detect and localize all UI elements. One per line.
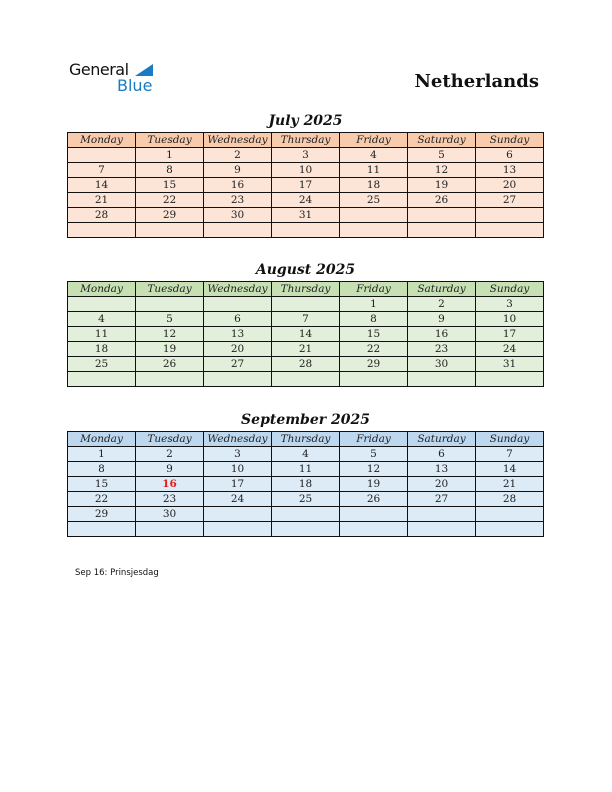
day-cell: 5 (408, 148, 476, 163)
empty-cell (476, 223, 544, 238)
day-cell: 3 (476, 297, 544, 312)
day-cell: 22 (340, 342, 408, 357)
empty-cell (408, 507, 476, 522)
day-cell: 21 (272, 342, 340, 357)
weekday-header: Wednesday (204, 282, 272, 297)
day-cell: 17 (272, 178, 340, 193)
logo-general-text: General (69, 60, 129, 79)
weekday-header: Tuesday (136, 432, 204, 447)
month-july (67, 112, 544, 238)
day-cell: 25 (272, 492, 340, 507)
day-cell: 13 (408, 462, 476, 477)
day-cell: 30 (204, 208, 272, 223)
day-cell: 15 (136, 178, 204, 193)
day-cell: 1 (68, 447, 136, 462)
day-cell: 30 (408, 357, 476, 372)
empty-cell (408, 208, 476, 223)
day-cell: 21 (476, 477, 544, 492)
day-cell: 18 (340, 178, 408, 193)
month-september (67, 411, 544, 537)
weekday-header: Friday (340, 282, 408, 297)
day-cell: 5 (136, 312, 204, 327)
empty-cell (408, 223, 476, 238)
week-row (68, 342, 544, 357)
day-cell: 27 (408, 492, 476, 507)
empty-cell (68, 148, 136, 163)
empty-cell (136, 522, 204, 537)
day-cell: 10 (204, 462, 272, 477)
day-cell: 11 (68, 327, 136, 342)
day-cell: 14 (68, 178, 136, 193)
day-cell: 1 (136, 148, 204, 163)
day-cell: 23 (136, 492, 204, 507)
day-cell: 25 (68, 357, 136, 372)
week-row (68, 312, 544, 327)
day-cell: 20 (204, 342, 272, 357)
week-row (68, 522, 544, 537)
day-cell: 26 (408, 193, 476, 208)
day-cell: 19 (136, 342, 204, 357)
day-cell: 7 (476, 447, 544, 462)
weekday-header: Sunday (476, 432, 544, 447)
empty-cell (272, 297, 340, 312)
week-row (68, 477, 544, 492)
weekday-header: Sunday (476, 282, 544, 297)
day-cell: 26 (136, 357, 204, 372)
day-cell: 27 (476, 193, 544, 208)
day-cell: 18 (68, 342, 136, 357)
day-cell: 15 (340, 327, 408, 342)
weekday-header: Monday (68, 133, 136, 148)
day-cell: 8 (340, 312, 408, 327)
week-row (68, 357, 544, 372)
month-grid (67, 281, 544, 387)
day-cell: 11 (272, 462, 340, 477)
empty-cell (272, 372, 340, 387)
day-cell: 20 (408, 477, 476, 492)
weekday-header: Monday (68, 432, 136, 447)
day-cell: 28 (68, 208, 136, 223)
weekday-header: Saturday (408, 133, 476, 148)
empty-cell (272, 223, 340, 238)
day-cell: 29 (340, 357, 408, 372)
country-title: Netherlands (414, 71, 539, 92)
weekday-header: Saturday (408, 282, 476, 297)
day-cell: 22 (136, 193, 204, 208)
weekday-header: Thursday (272, 133, 340, 148)
empty-cell (476, 372, 544, 387)
holiday-note: Sep 16: Prinsjesdag (75, 568, 159, 578)
day-cell: 13 (476, 163, 544, 178)
day-cell: 23 (204, 193, 272, 208)
day-cell: 4 (272, 447, 340, 462)
week-row (68, 462, 544, 477)
day-cell: 12 (340, 462, 408, 477)
month-grid (67, 431, 544, 537)
day-cell: 2 (204, 148, 272, 163)
empty-cell (340, 507, 408, 522)
month-title: July 2025 (268, 113, 343, 129)
day-cell: 5 (340, 447, 408, 462)
weekday-header: Friday (340, 432, 408, 447)
day-cell: 4 (340, 148, 408, 163)
day-cell: 18 (272, 477, 340, 492)
empty-cell (204, 507, 272, 522)
week-row (68, 223, 544, 238)
day-cell: 29 (68, 507, 136, 522)
week-row (68, 297, 544, 312)
weekday-header: Tuesday (136, 282, 204, 297)
day-cell: 6 (204, 312, 272, 327)
empty-cell (340, 208, 408, 223)
day-cell: 21 (68, 193, 136, 208)
weekday-header: Tuesday (136, 133, 204, 148)
day-cell: 15 (68, 477, 136, 492)
day-cell: 30 (136, 507, 204, 522)
weekday-header: Monday (68, 282, 136, 297)
month-august (67, 261, 544, 387)
day-cell: 14 (272, 327, 340, 342)
day-cell: 16 (204, 178, 272, 193)
week-row (68, 208, 544, 223)
day-cell: 24 (272, 193, 340, 208)
day-cell: 9 (408, 312, 476, 327)
empty-cell (68, 223, 136, 238)
day-cell: 25 (340, 193, 408, 208)
week-row (68, 492, 544, 507)
week-row (68, 507, 544, 522)
empty-cell (272, 507, 340, 522)
day-cell: 16 (408, 327, 476, 342)
empty-cell (408, 372, 476, 387)
day-cell: 28 (272, 357, 340, 372)
empty-cell (272, 522, 340, 537)
day-cell: 3 (272, 148, 340, 163)
day-cell: 29 (136, 208, 204, 223)
day-cell: 19 (340, 477, 408, 492)
week-row (68, 372, 544, 387)
day-cell: 17 (204, 477, 272, 492)
empty-cell (204, 522, 272, 537)
week-row (68, 193, 544, 208)
day-cell: 4 (68, 312, 136, 327)
day-cell: 1 (340, 297, 408, 312)
empty-cell (68, 297, 136, 312)
day-cell: 6 (408, 447, 476, 462)
day-cell: 12 (408, 163, 476, 178)
weekday-header: Wednesday (204, 133, 272, 148)
day-cell: 28 (476, 492, 544, 507)
day-cell: 8 (136, 163, 204, 178)
day-cell: 22 (68, 492, 136, 507)
day-cell: 23 (408, 342, 476, 357)
empty-cell (68, 522, 136, 537)
empty-cell (340, 223, 408, 238)
day-cell: 2 (408, 297, 476, 312)
week-row (68, 148, 544, 163)
empty-cell (204, 372, 272, 387)
empty-cell (476, 507, 544, 522)
day-cell: 31 (272, 208, 340, 223)
empty-cell (204, 297, 272, 312)
empty-cell (340, 522, 408, 537)
day-cell: 14 (476, 462, 544, 477)
day-cell: 12 (136, 327, 204, 342)
month-grid (67, 132, 544, 238)
empty-cell (340, 372, 408, 387)
day-cell: 13 (204, 327, 272, 342)
week-row (68, 163, 544, 178)
holiday-day-cell: 16 (136, 477, 204, 492)
logo-triangle-icon (135, 64, 153, 76)
day-cell: 6 (476, 148, 544, 163)
empty-cell (476, 208, 544, 223)
day-cell: 2 (136, 447, 204, 462)
empty-cell (476, 522, 544, 537)
logo-blue-text: Blue (117, 76, 153, 95)
day-cell: 27 (204, 357, 272, 372)
day-cell: 10 (476, 312, 544, 327)
empty-cell (136, 297, 204, 312)
day-cell: 3 (204, 447, 272, 462)
empty-cell (136, 372, 204, 387)
month-title: August 2025 (255, 262, 356, 278)
day-cell: 9 (204, 163, 272, 178)
week-row (68, 327, 544, 342)
day-cell: 7 (272, 312, 340, 327)
week-row (68, 178, 544, 193)
day-cell: 11 (340, 163, 408, 178)
empty-cell (408, 522, 476, 537)
day-cell: 17 (476, 327, 544, 342)
month-title: September 2025 (241, 412, 370, 428)
empty-cell (204, 223, 272, 238)
day-cell: 19 (408, 178, 476, 193)
empty-cell (68, 372, 136, 387)
day-cell: 31 (476, 357, 544, 372)
day-cell: 8 (68, 462, 136, 477)
day-cell: 26 (340, 492, 408, 507)
day-cell: 7 (68, 163, 136, 178)
week-row (68, 447, 544, 462)
weekday-header: Saturday (408, 432, 476, 447)
weekday-header: Thursday (272, 432, 340, 447)
empty-cell (136, 223, 204, 238)
day-cell: 9 (136, 462, 204, 477)
day-cell: 24 (204, 492, 272, 507)
weekday-header: Friday (340, 133, 408, 148)
day-cell: 10 (272, 163, 340, 178)
weekday-header: Sunday (476, 133, 544, 148)
day-cell: 20 (476, 178, 544, 193)
day-cell: 24 (476, 342, 544, 357)
weekday-header: Thursday (272, 282, 340, 297)
weekday-header: Wednesday (204, 432, 272, 447)
